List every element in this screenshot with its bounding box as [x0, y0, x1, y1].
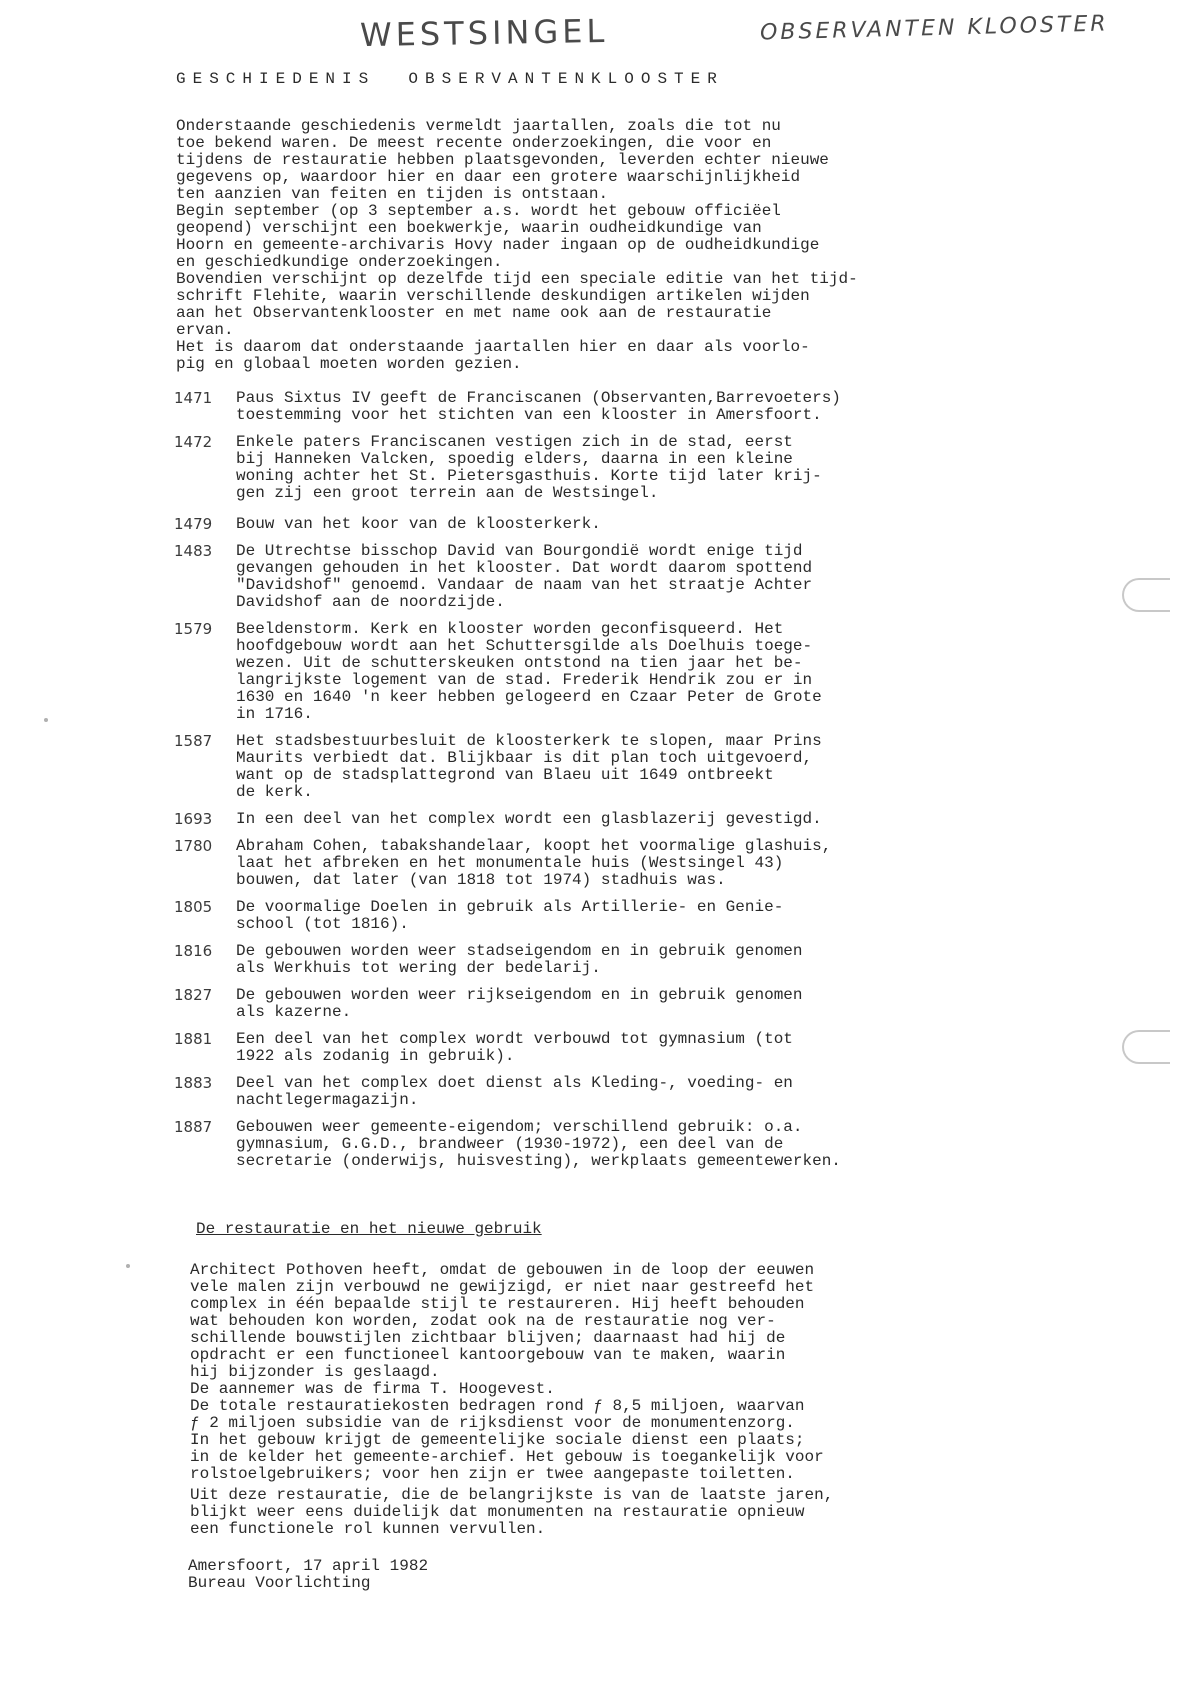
timeline-text: De gebouwen worden weer rijkseigendom en in gebruik genomen als kazerne.	[236, 986, 803, 1021]
timeline-text: Het stadsbestuurbesluit de kloosterkerk te slopen, maar Prins Maurits verbiedt dat. Blijkbaar is dit plan toch uitgevoerd, want op de stadsplattegrond van Blaeu uit 1649 ontbreekt de kerk.	[236, 732, 822, 801]
timeline-list	[174, 390, 1074, 1180]
timeline-year: 1587	[174, 732, 213, 750]
timeline-year: 1693	[174, 810, 213, 828]
timeline-year: 1579	[174, 620, 213, 638]
restoration-paragraph: In het gebouw krijgt de gemeentelijke sociale dienst een plaats; in de kelder het gemeente-archief. Het gebouw is toegankelijk voor rolstoelgebruikers; voor hen zijn er twee aangepaste toiletten.	[190, 1431, 824, 1483]
handwritten-note-left: WESTSINGEL	[359, 11, 609, 55]
timeline-text: Een deel van het complex wordt verbouwd tot gymnasium (tot 1922 als zodanig in gebruik).	[236, 1030, 793, 1065]
intro-paragraph: Het is daarom dat onderstaande jaartallen hier en daar als voorlo- pig en globaal moeten worden gezien.	[176, 338, 810, 373]
timeline-year: 1780	[174, 837, 213, 855]
timeline-text: Gebouwen weer gemeente-eigendom; verschillend gebruik: o.a. gymnasium, G.G.D., brandweer (1930-1972), een deel van de secretarie (onderwijs, huisvesting), werkplaats gemeentewerken.	[236, 1118, 841, 1170]
timeline-entry	[174, 899, 1074, 933]
paper-speck	[44, 718, 48, 722]
intro-section	[176, 118, 1056, 373]
restoration-paragraph: De aannemer was de firma T. Hoogevest.	[190, 1380, 555, 1398]
intro-paragraph: Onderstaande geschiedenis vermeldt jaartallen, zoals die tot nu toe bekend waren. De meest recente onderzoekingen, die voor en tijdens de restauratie hebben plaatsgevonden, leverden echter nieuwe gegevens op, waardoor hier en daar een grotere waarschijnlijkheid ten aanzien van feiten en tijden is ontstaan.	[176, 117, 829, 203]
timeline-year: 1483	[174, 542, 213, 560]
timeline-year: 1881	[174, 1030, 213, 1048]
timeline-text: De Utrechtse bisschop David van Bourgondië wordt enige tijd gevangen gehouden in het klooster. Dat wordt daarom spottend "Davidshof" genoemd. Vandaar de naam van het straatje Achter Davidshof aan de noordzijde.	[236, 542, 813, 611]
timeline-year: 1816	[174, 942, 213, 960]
timeline-entry	[174, 1031, 1074, 1065]
restoration-paragraph: Architect Pothoven heeft, omdat de gebouwen in de loop der eeuwen vele malen zijn verbouwd ne gewijzigd, er niet naar gestreefd het complex in één bepaalde stijl te restaureren. Hij heeft behouden wat behouden kon worden, zodat ook na de restauratie nog ver- schillende bouwstijlen zichtbaar blijven; daarnaast had hij de opdracht er een functioneel kantoorgebouw van te maken, waarin hij bijzonder is geslaagd.	[190, 1261, 815, 1381]
timeline-text: Paus Sixtus IV geeft de Franciscanen (Observanten,Barrevoeters) toestemming voor het stichten van een klooster in Amersfoort.	[236, 389, 841, 424]
punch-hole	[1122, 578, 1170, 612]
timeline-year: 1805	[174, 898, 213, 916]
handwritten-note-right: OBSERVANTEN KLOOSTER	[759, 11, 1109, 46]
timeline-text: Beeldenstorm. Kerk en klooster worden geconfisqueerd. Het hoofdgebouw wordt aan het Schuttersgilde als Doelhuis toege- wezen. Uit de schutterskeuken ontstond na tien jaar het be- langrijkste logement van de stad. Frederik Hendrik zou er in 1630 en 1640 'n keer hebben gelogeerd en Czaar Peter de Grote in 1716.	[236, 620, 822, 723]
timeline-entry	[174, 811, 1074, 828]
intro-paragraph: Begin september (op 3 september a.s. wordt het gebouw officiëel geopend) verschijnt een boekwerkje, waarin oudheidkundige van Hoorn en gemeente-archivaris Hovy nader ingaan op de oudheidkundige en geschiedkundige onderzoekingen.	[176, 202, 820, 271]
signature-block	[188, 1558, 688, 1592]
timeline-year: 1887	[174, 1118, 213, 1136]
timeline-text: Abraham Cohen, tabakshandelaar, koopt het voormalige glashuis, laat het afbreken en het monumentale huis (Westsingel 43) bouwen, dat later (van 1818 tot 1974) stadhuis was.	[236, 837, 832, 889]
punch-hole	[1122, 1030, 1170, 1064]
timeline-year: 1471	[174, 389, 213, 407]
timeline-entry	[174, 390, 1074, 424]
restoration-section	[190, 1262, 1070, 1483]
closing-text: Uit deze restauratie, die de belangrijkste is van de laatste jaren, blijkt weer eens duidelijk dat monumenten na restauratie opnieuw een functionele rol kunnen vervullen.	[190, 1486, 834, 1538]
timeline-entry	[174, 987, 1074, 1021]
timeline-text: De voormalige Doelen in gebruik als Artillerie- en Genie- school (tot 1816).	[236, 898, 784, 933]
timeline-year: 1472	[174, 433, 213, 451]
paper-speck	[126, 1264, 130, 1268]
place-date: Amersfoort, 17 april 1982	[188, 1557, 429, 1575]
timeline-year: 1827	[174, 986, 213, 1004]
timeline-entry	[174, 543, 1074, 611]
closing-paragraph	[190, 1487, 1070, 1538]
timeline-entry	[174, 516, 1074, 533]
timeline-year: 1883	[174, 1074, 213, 1092]
timeline-entry	[174, 1075, 1074, 1109]
intro-paragraph: Bovendien verschijnt op dezelfde tijd een speciale editie van het tijd- schrift Flehite, waarin verschillende deskundigen artikelen wijden aan het Observantenklooster en met name ook aan de restauratie ervan.	[176, 270, 858, 339]
timeline-text: Enkele paters Franciscanen vestigen zich in de stad, eerst bij Hanneken Valcken, spoedig elders, daarna in een kleine woning achter het St. Pietersgasthuis. Korte tijd later krij- gen zij een groot terrein aan de Westsingel.	[236, 433, 822, 502]
timeline-entry	[174, 621, 1074, 723]
restoration-paragraph: De totale restauratiekosten bedragen rond ƒ 8,5 miljoen, waarvan ƒ 2 miljoen subsidie van de rijksdienst voor de monumentenzorg.	[190, 1397, 805, 1432]
office-name: Bureau Voorlichting	[188, 1574, 371, 1592]
timeline-text: In een deel van het complex wordt een glasblazerij gevestigd.	[236, 810, 822, 828]
timeline-entry	[174, 838, 1074, 889]
timeline-entry	[174, 733, 1074, 801]
document-title: GESCHIEDENIS OBSERVANTENKLOOSTER	[176, 70, 724, 88]
timeline-year: 1479	[174, 515, 213, 533]
timeline-entry	[174, 434, 1074, 502]
timeline-text: Deel van het complex doet dienst als Kleding-, voeding- en nachtlegermagazijn.	[236, 1074, 793, 1109]
timeline-entry	[174, 1119, 1074, 1170]
section-heading: De restauratie en het nieuwe gebruik	[196, 1220, 542, 1238]
timeline-entry	[174, 943, 1074, 977]
timeline-text: Bouw van het koor van de kloosterkerk.	[236, 515, 601, 533]
timeline-text: De gebouwen worden weer stadseigendom en in gebruik genomen als Werkhuis tot wering der bedelarij.	[236, 942, 803, 977]
